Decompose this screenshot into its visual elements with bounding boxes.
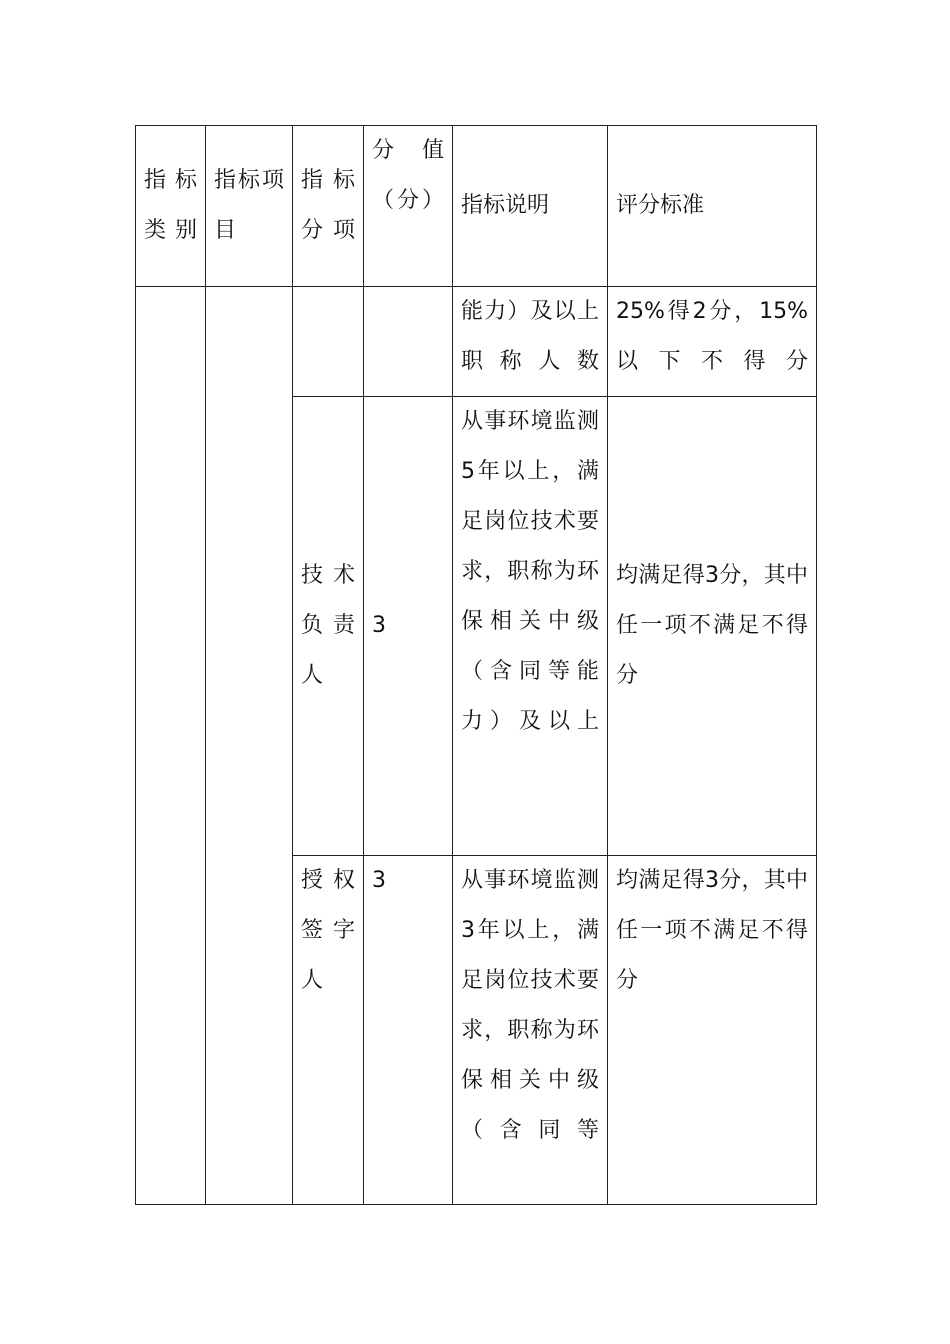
cell-score: 3	[364, 856, 453, 1205]
cell-subitem: 授权签字人	[293, 856, 364, 1205]
cell-subitem	[293, 287, 364, 397]
scoring-table	[135, 125, 817, 1205]
cell-description: 能力）及以上职称人数	[453, 287, 608, 397]
cell-score: 3	[364, 397, 453, 856]
cell-category	[136, 287, 206, 1205]
cell-score	[364, 287, 453, 397]
header-category: 指标类别	[136, 126, 206, 287]
cell-criteria: 均满足得3分，其中任一项不满足不得分	[608, 397, 817, 856]
table-header-row	[136, 126, 817, 287]
header-subitem: 指标分项	[293, 126, 364, 287]
header-score: 分值（分）	[364, 126, 453, 287]
cell-criteria: 25%得2分，15%以下不得分	[608, 287, 817, 397]
table-row	[136, 287, 817, 397]
cell-criteria: 均满足得3分，其中任一项不满足不得分	[608, 856, 817, 1205]
cell-description: 从事环境监测5年以上，满足岗位技术要求，职称为环保相关中级（含同等能力）及以上	[453, 397, 608, 856]
cell-description: 从事环境监测3年以上，满足岗位技术要求，职称为环保相关中级（含同等	[453, 856, 608, 1205]
header-criteria: 评分标准	[608, 126, 817, 287]
header-description: 指标说明	[453, 126, 608, 287]
cell-item	[206, 287, 293, 1205]
cell-subitem: 技术负责人	[293, 397, 364, 856]
header-item: 指标项目	[206, 126, 293, 287]
